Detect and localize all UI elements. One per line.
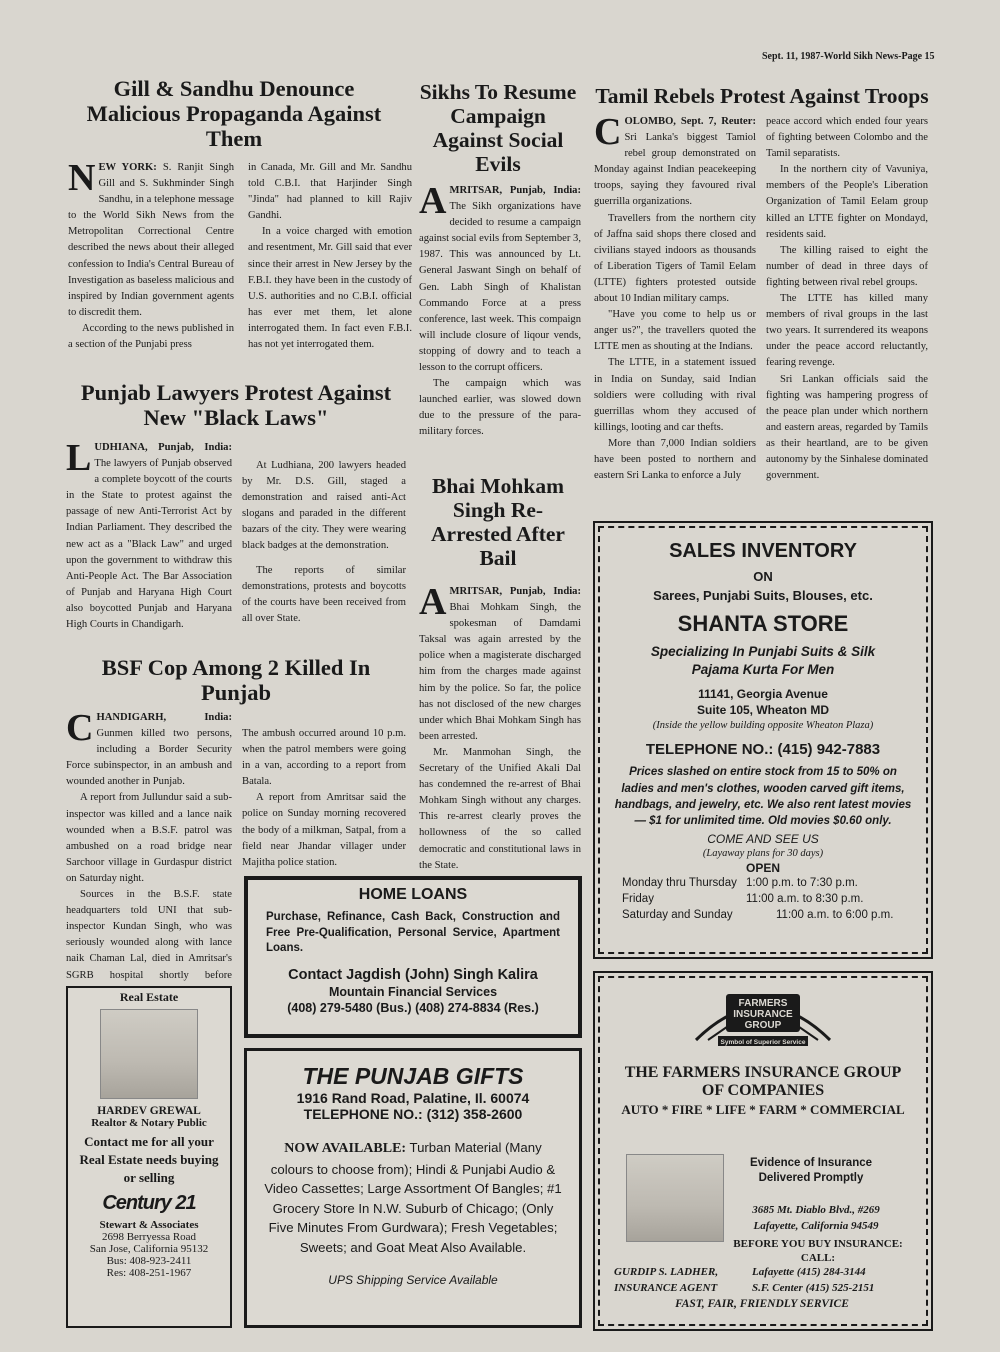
gifts-phone: TELEPHONE NO.: (312) 358-2600 — [303, 1106, 523, 1122]
para: "Have you come to help us or anger us?", the travellers quoted the LTTE men as shouting at the Indians. — [594, 309, 756, 353]
shanta-phone: TELEPHONE NO.: (415) 942-7883 — [645, 741, 881, 759]
ad-punjab-gifts — [244, 1048, 582, 1328]
logo-tagline: Symbol of Superior Service — [720, 1039, 806, 1046]
shanta-cta: COME AND SEE US — [707, 831, 819, 846]
dropcap: A — [419, 581, 447, 623]
article-sikhs-resume — [419, 180, 581, 441]
headline-sikhs-resume: Sikhs To Resume Campaign Against Social Evils — [419, 80, 577, 177]
logo-line-2: INSURANCE — [733, 1009, 793, 1020]
shanta-on: ON — [753, 569, 773, 584]
headline-gill-sandhu: Gill & Sandhu Denounce Malicious Propaganda Against Them — [86, 76, 382, 152]
firm-address-1: 2698 Berryessa Road — [101, 1230, 197, 1243]
farmers-lines: AUTO * FIRE * LIFE * FARM * COMMERCIAL — [621, 1102, 905, 1117]
logo-line-3: GROUP — [744, 1020, 782, 1031]
para: At Ludhiana, 200 lawyers headed by Mr. D.S. Gill, staged a demonstration and raised anti-Act slogans and paraded in the different bazars of the city. They were wearing black badges at the demonstration. — [242, 460, 406, 552]
ad-title: HOME LOANS — [358, 886, 468, 903]
dateline: MRITSAR, Punjab, India: — [449, 586, 581, 597]
loan-phones: (408) 279-5480 (Bus.) (408) 274-8834 (Res.) — [287, 1000, 539, 1015]
farmers-address-1: 3685 Mt. Diablo Blvd., #269 — [752, 1204, 880, 1216]
firm-address-2: San Jose, California 95132 — [89, 1242, 209, 1255]
hours-time: 11:00 a.m. to 6:00 p.m. — [776, 908, 894, 921]
para: The campaign which was launched earlier, was slowed down due to the pressure of the para-military forces. — [419, 378, 581, 438]
century21-logo: Century 21 — [102, 1191, 196, 1214]
gifts-address: 1916 Rand Road, Palatine, Il. 60074 — [296, 1090, 530, 1106]
dropcap: A — [419, 180, 447, 222]
dropcap: L — [66, 437, 92, 479]
dropcap: N — [68, 157, 96, 199]
hours-days: Monday thru Thursday — [622, 876, 737, 889]
shanta-store-name: SHANTA STORE — [677, 611, 849, 636]
hours-row — [622, 875, 918, 891]
gifts-items-text: Turban Material (Many colours to choose from); Hindi & Punjabi Audio & Video Cassettes; Large Assortment Of Bangles; #1 Grocery Store In N.W. Suburb of Chicago; (Only Five Minutes From Gurdwara); Fresh Vegetables; Sweets; and Goat Meat Also Available. — [264, 1140, 562, 1255]
loan-services: Purchase, Refinance, Cash Back, Construction and Free Pre-Qualification, Personal Service, Apartment Loans. — [266, 911, 560, 955]
gifts-shipping: UPS Shipping Service Available — [328, 1273, 498, 1288]
para: The Sikh organizations have decided to resume a campaign against social evils from September 3, 1987. This was announced by Lt. General Jaswant Singh on behalf of Gen. Labh Singh of Khalistan Commando Force at a press conference, last week. This compaign will include closure of liqour vends, stopping of dowry and to teach a lesson to the corrupt officers. — [419, 201, 581, 374]
para: A report from Amritsar said the police on Sunday morning recovered the body of a milkman, Satpal, from a field near Jhandar villager under Majitha police station. — [242, 792, 406, 868]
article-gill-col1 — [68, 157, 234, 353]
para: The ambush occurred around 10 p.m. when the patrol members were going in a van, according to a report from Batala. — [242, 728, 406, 788]
shanta-specialty: Specializing In Punjabi Suits & Silk Pajama Kurta For Men — [650, 644, 876, 678]
ad-title: Real Estate — [119, 990, 179, 1004]
para: In a voice charged with emotion and resentment, Mr. Gill said that ever since their arrest in New Jersey by the F.B.I. they have been in the custody of U.S. authorities and no C.B.I. official has ever met them, let alone interrogated them. In fact even F.B.I. has not yet interrogated them. — [248, 226, 412, 351]
agent-title: INSURANCE AGENT — [614, 1282, 718, 1294]
headline-tamil-rebels: Tamil Rebels Protest Against Troops — [595, 84, 929, 108]
agent-name: GURDIP S. LADHER, — [614, 1266, 719, 1278]
dateline: OLOMBO, Sept. 7, Reuter: — [624, 116, 756, 127]
shanta-prices: Prices slashed on entire stock from 15 to 50% on ladies and men's clothes, wooden carved gift items, handbags, and jewelry, etc. We also rent latest movies — $1 for unlimited time. Old movies $0.60 only. — [614, 766, 912, 828]
shanta-goods: Sarees, Punjabi Suits, Blouses, etc. — [653, 588, 873, 603]
para: S. Ranjit Singh Gill and S. Sukhminder Singh Sandhu, in a telephone message to the World Sikh News from the Metropolitan Correctional Centre described the news about their alleged confession to India's Central Bureau of Investigation as baseless malicious and inspired by Indian government agents to discredit them. — [68, 162, 234, 318]
agent-name: HARDEV GREWAL — [97, 1105, 201, 1117]
ad-home-loans — [244, 876, 582, 1038]
ad-title: SALES INVENTORY — [669, 540, 857, 562]
gifts-items — [263, 1138, 563, 1257]
farmers-slogan: FAST, FAIR, FRIENDLY SERVICE — [675, 1298, 849, 1310]
hours-time: 11:00 a.m. to 8:30 p.m. — [746, 892, 864, 905]
dateline: UDHIANA, Punjab, India: — [94, 442, 232, 453]
shanta-hours — [622, 875, 918, 923]
farmers-evidence: Evidence of Insurance Delivered Promptly — [749, 1157, 873, 1184]
hours-days: Saturday and Sunday — [622, 908, 733, 921]
farmers-logo-icon — [688, 984, 838, 1050]
para: In the northern city of Vavuniya, members of the People's Liberation Organization of Tamil Eelam group killed an LTTE fighter on Mondayd, residents said. — [766, 164, 928, 240]
dateline: EW YORK: — [98, 162, 157, 173]
farmers-call: CALL: — [800, 1252, 836, 1264]
para: Sources in the B.S.F. state headquarters told UNI that sub-inspector Kundan Singh, who was seriously wounded along with lance naik Chaman Lal, died in Amritsar's SGRB hospital shortly before — [66, 889, 232, 981]
para: The reports of similar demonstrations, protests and boycotts of the courts have been received from all over State. — [242, 564, 406, 624]
shanta-address-2: Suite 105, Wheaton MD — [696, 703, 830, 718]
para: More than 7,000 Indian soldiers have been posted to northern and eastern Sri Lanka to enforce a July — [594, 437, 756, 482]
ad-real-estate — [66, 986, 232, 1328]
phone-business: Bus: 408-923-2411 — [106, 1254, 192, 1267]
shanta-layaway: (Layaway plans for 30 days) — [702, 847, 824, 859]
para: The LTTE has killed many members of rival groups in the last two years. It surrendered its weapons under the peace accord reluctantly, fearing revenge. — [766, 293, 928, 369]
agent-photo — [626, 1154, 724, 1242]
para: Bhai Mohkam Singh, the spokesman of Damdami Taksal was again arrested by the police when a magisterate discharged him from the charges made against him by the police. So far, the police has not disclosed of the new charges under which Bhai Mohkam Singh has been arrested. — [419, 602, 581, 742]
farmers-before: BEFORE YOU BUY INSURANCE: — [733, 1238, 903, 1250]
para: The killing raised to eight the number of dead in three days of fighting between rival rebel groups. — [766, 244, 928, 288]
article-bsf-col1 — [66, 707, 232, 1000]
hours-days: Friday — [622, 892, 654, 905]
ad-title: THE PUNJAB GIFTS — [302, 1063, 524, 1089]
article-bsf-col2 — [242, 726, 406, 871]
shanta-address-3: (Inside the yellow building opposite Wheaton Plaza) — [652, 720, 874, 732]
farmers-name-2: OF COMPANIES — [701, 1082, 825, 1099]
farmers-phone-2: S.F. Center (415) 525-2151 — [752, 1282, 875, 1294]
para: Mr. Manmohan Singh, the Secretary of the Unified Akali Dal has condemned the re-arrest of Bhai Mohkam Singh without any charges. This re-arrest clearly proves the hollowness of the so called democratic and constitutional laws in the State. — [419, 746, 581, 871]
article-lawyers-col1 — [66, 437, 232, 633]
dateline: MRITSAR, Punjab, India: — [449, 185, 581, 196]
shanta-open: OPEN — [745, 860, 780, 875]
agent-pitch: Contact me for all your Real Estate needs buying or selling — [79, 1134, 219, 1186]
para: peace accord which ended four years of fighting between Colombo and the Tamil separatists. — [766, 116, 928, 160]
article-tamil-col2 — [766, 114, 928, 484]
para: According to the news published in a section of the Punjabi press — [68, 322, 234, 351]
headline-punjab-lawyers: Punjab Lawyers Protest Against New "Black Laws" — [80, 380, 392, 431]
agent-role: Realtor & Notary Public — [91, 1117, 207, 1129]
article-lawyers-col2 — [242, 458, 406, 627]
para: Sri Lankan officials said the fighting was hampering progress of the peace plan under which northern and eastern areas, regarded by Tamils as their heartland, are to be given autonomy by the Sinhalese dominated government. — [766, 373, 928, 482]
para: The lawyers of Punjab observed a complete boycott of the courts in the State to protest against the passage of new Anti-Terrorist Act by Indian Parliament. They described the new act as a "Black Law" and urged upon the government to withdraw this Anti-People Act. The Bar Association of Punjab and Haryana High Court also boycotted Punjab and Haryana High Courts in Chandigarh. — [66, 458, 232, 631]
para: Travellers from the northern city of Jaffna said shops there closed and civilians stayed indoors as thousands of Liberation Tigers of Tamil Eelam (LTTE) fighters protested outside about 10 Indian military camps. — [594, 212, 756, 305]
para: Gunmen killed two persons, including a Border Security Force subinspector, in an ambush and wounded another in Punjab. — [66, 728, 232, 788]
firm-name: Stewart & Associates — [99, 1218, 199, 1231]
para: The LTTE, in a statement issued in India on Sunday, said Indian soldiers were colluding with rival guerrillas whom they accused of killings, looting and car thefts. — [594, 357, 756, 433]
para: in Canada, Mr. Gill and Mr. Sandhu told C.B.I. that Harjinder Singh "Jinda" had planned to kill Rajiv Gandhi. — [248, 162, 412, 222]
page-folio: Sept. 11, 1987-World Sikh News-Page 15 — [762, 51, 935, 62]
loan-company: Mountain Financial Services — [328, 984, 498, 999]
article-gill-col2 — [248, 160, 412, 353]
logo-line-1: FARMERS — [738, 998, 788, 1009]
hours-time: 1:00 p.m. to 7:30 p.m. — [746, 876, 858, 889]
dateline: HANDIGARH, India: — [96, 712, 232, 723]
loan-contact: Contact Jagdish (John) Singh Kalira — [288, 966, 538, 983]
headline-bhai-mohkam: Bhai Mohkam Singh Re-Arrested After Bail — [431, 474, 565, 571]
farmers-address-2: Lafayette, California 94549 — [753, 1220, 879, 1232]
headline-bsf-cop: BSF Cop Among 2 Killed In Punjab — [101, 655, 371, 706]
hours-row — [622, 891, 918, 907]
phone-residence: Res: 408-251-1967 — [106, 1266, 192, 1279]
hours-row — [622, 907, 918, 923]
para: Sri Lanka's biggest Tamiol rebel group demonstrated on Monday against Indian peacekeeping troops, saying they favoured rival guerrilla organizations. — [594, 132, 756, 208]
article-bhai-mohkam — [419, 581, 581, 874]
article-tamil-col1 — [594, 111, 756, 484]
dropcap: C — [66, 707, 94, 749]
agent-photo — [100, 1009, 198, 1099]
ad-farmers-insurance — [598, 976, 928, 1326]
shanta-address-1: 11141, Georgia Avenue — [698, 687, 828, 702]
para: A report from Jullundur said a sub-inspector was killed and a lance naik wounded when a B.S.F. patrol was ambushed on a road bridge near Sarchoor village in Gurdaspur district on Saturday night. — [66, 792, 232, 884]
gifts-lead: NOW AVAILABLE: — [284, 1141, 407, 1156]
farmers-phone-1: Lafayette (415) 284-3144 — [752, 1266, 866, 1278]
dropcap: C — [594, 111, 622, 153]
farmers-name-1: THE FARMERS INSURANCE GROUP — [624, 1064, 902, 1081]
ad-shanta-store — [598, 526, 928, 954]
